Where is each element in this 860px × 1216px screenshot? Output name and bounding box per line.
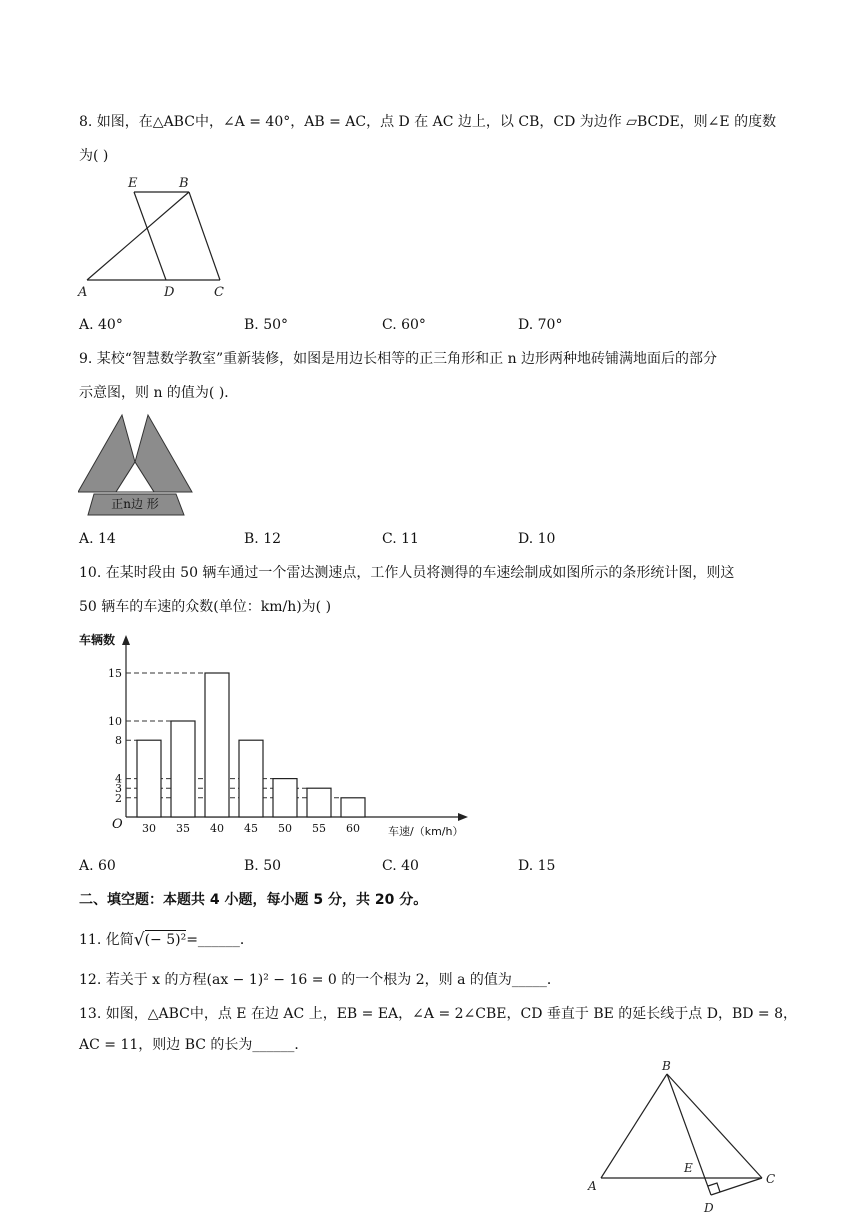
chart-y-tick-8: 8 bbox=[115, 734, 122, 748]
chart-x-tick-50: 50 bbox=[278, 822, 292, 835]
q13-segment-bd bbox=[667, 1074, 711, 1195]
q11-text bbox=[79, 929, 254, 950]
q8-parallelogram-figure bbox=[74, 172, 234, 302]
chart-y-axis-label: 车辆数 bbox=[79, 633, 116, 647]
q8-option-d[interactable]: D. 70° bbox=[518, 317, 563, 333]
q12-text: 12. 若关于 x 的方程(ax − 1)² − 16 = 0 的一个根为 2，则 a 的值为_____． bbox=[79, 972, 561, 988]
q11-suffix: =______． bbox=[186, 932, 254, 948]
chart-bar-60 bbox=[341, 798, 365, 817]
chart-y-tick-10: 10 bbox=[108, 715, 122, 728]
chart-y-axis-arrow bbox=[122, 635, 130, 645]
q13-label-b: B bbox=[662, 1059, 671, 1073]
chart-bar-35 bbox=[171, 721, 195, 817]
q11-prefix: 11. 化简 bbox=[79, 932, 134, 948]
q8-option-b[interactable]: B. 50° bbox=[244, 317, 289, 333]
chart-y-tick-15: 15 bbox=[108, 667, 122, 680]
q8-label-d: D bbox=[164, 285, 175, 300]
chart-x-tick-35: 35 bbox=[176, 822, 190, 835]
q9-option-d[interactable]: D. 10 bbox=[518, 531, 556, 547]
q13-text-line2: AC = 11，则边 BC 的长为______． bbox=[79, 1037, 309, 1053]
q10-option-b[interactable]: B. 50 bbox=[244, 858, 282, 874]
q9-tiling-figure bbox=[78, 412, 196, 518]
q13-text-line1: 13. 如图，△ABC中，点 E 在边 AC 上，EB = EA，∠A = 2∠CBE，CD 垂直于 BE 的延长线于点 D，BD = 8， bbox=[79, 1006, 798, 1022]
q9-option-c[interactable]: C. 11 bbox=[382, 531, 419, 547]
q10-option-d[interactable]: D. 15 bbox=[518, 858, 556, 874]
q9-text-line1: 9. 某校“智慧数学教室”重新装修，如图是用边长相等的正三角形和正 n 边形两种地砖铺满地面后的部分 bbox=[79, 351, 718, 367]
chart-bar-45 bbox=[239, 740, 263, 817]
q13-segment-ab bbox=[601, 1074, 667, 1178]
q13-triangle-figure bbox=[584, 1056, 784, 1216]
q9-text-line2: 示意图，则 n 的值为( )． bbox=[79, 385, 239, 401]
q8-label-a: A bbox=[78, 285, 88, 300]
q13-label-d: D bbox=[704, 1201, 714, 1215]
chart-y-tick-2: 2 bbox=[115, 791, 122, 805]
q13-label-c: C bbox=[766, 1172, 776, 1186]
q8-segment-bc bbox=[189, 192, 220, 280]
chart-x-tick-55: 55 bbox=[312, 822, 326, 835]
q9-option-a[interactable]: A. 14 bbox=[79, 531, 116, 547]
chart-x-tick-40: 40 bbox=[210, 822, 224, 835]
chart-x-tick-30: 30 bbox=[142, 822, 156, 835]
q11-radicand: (− 5)² bbox=[144, 932, 187, 948]
q13-label-e: E bbox=[684, 1161, 693, 1175]
chart-bar-30 bbox=[137, 740, 161, 817]
q8-text-line2: 为( ) bbox=[79, 148, 109, 164]
q8-label-c: C bbox=[214, 285, 224, 300]
chart-x-axis-arrow bbox=[458, 813, 468, 821]
q9-tile-label: 正n边 形 bbox=[111, 497, 159, 511]
chart-x-tick-45: 45 bbox=[244, 822, 258, 835]
chart-bar-55 bbox=[307, 788, 331, 817]
q13-label-a: A bbox=[588, 1179, 597, 1193]
q8-label-e: E bbox=[128, 176, 138, 191]
section2-heading: 二、填空题：本题共 4 小题，每小题 5 分，共 20 分。 bbox=[79, 892, 428, 908]
q10-option-c[interactable]: C. 40 bbox=[382, 858, 419, 874]
chart-x-axis-label: 车速/（km/h） bbox=[388, 825, 464, 838]
q10-text-line1: 10. 在某时段由 50 辆车通过一个雷达测速点，工作人员将测得的车速绘制成如图所示的条形统计图，则这 bbox=[79, 565, 735, 581]
q8-option-c[interactable]: C. 60° bbox=[382, 317, 426, 333]
q8-text-line1: 8. 如图，在△ABC中，∠A = 40°，AB = AC，点 D 在 AC 边上，以 CB，CD 为边作 ▱BCDE，则∠E 的度数 bbox=[79, 114, 777, 130]
chart-bar-50 bbox=[273, 779, 297, 817]
chart-y-tick-3: 3 bbox=[115, 782, 122, 796]
q10-option-a[interactable]: A. 60 bbox=[79, 858, 116, 874]
q8-option-a[interactable]: A. 40° bbox=[79, 317, 123, 333]
q10-text-line2: 50 辆车的车速的众数(单位：km/h)为( ) bbox=[79, 599, 332, 615]
q10-bar-chart bbox=[76, 626, 476, 842]
chart-y-tick-4: 4 bbox=[115, 772, 122, 786]
chart-bar-40 bbox=[205, 673, 229, 817]
chart-origin-label: O bbox=[112, 817, 123, 832]
chart-x-tick-60: 60 bbox=[346, 822, 360, 835]
q8-label-b: B bbox=[179, 176, 189, 191]
q8-segment-ab bbox=[87, 192, 189, 280]
q9-option-b[interactable]: B. 12 bbox=[244, 531, 282, 547]
sqrt-symbol-icon: √ bbox=[133, 930, 145, 950]
q13-segment-bc bbox=[667, 1074, 762, 1178]
